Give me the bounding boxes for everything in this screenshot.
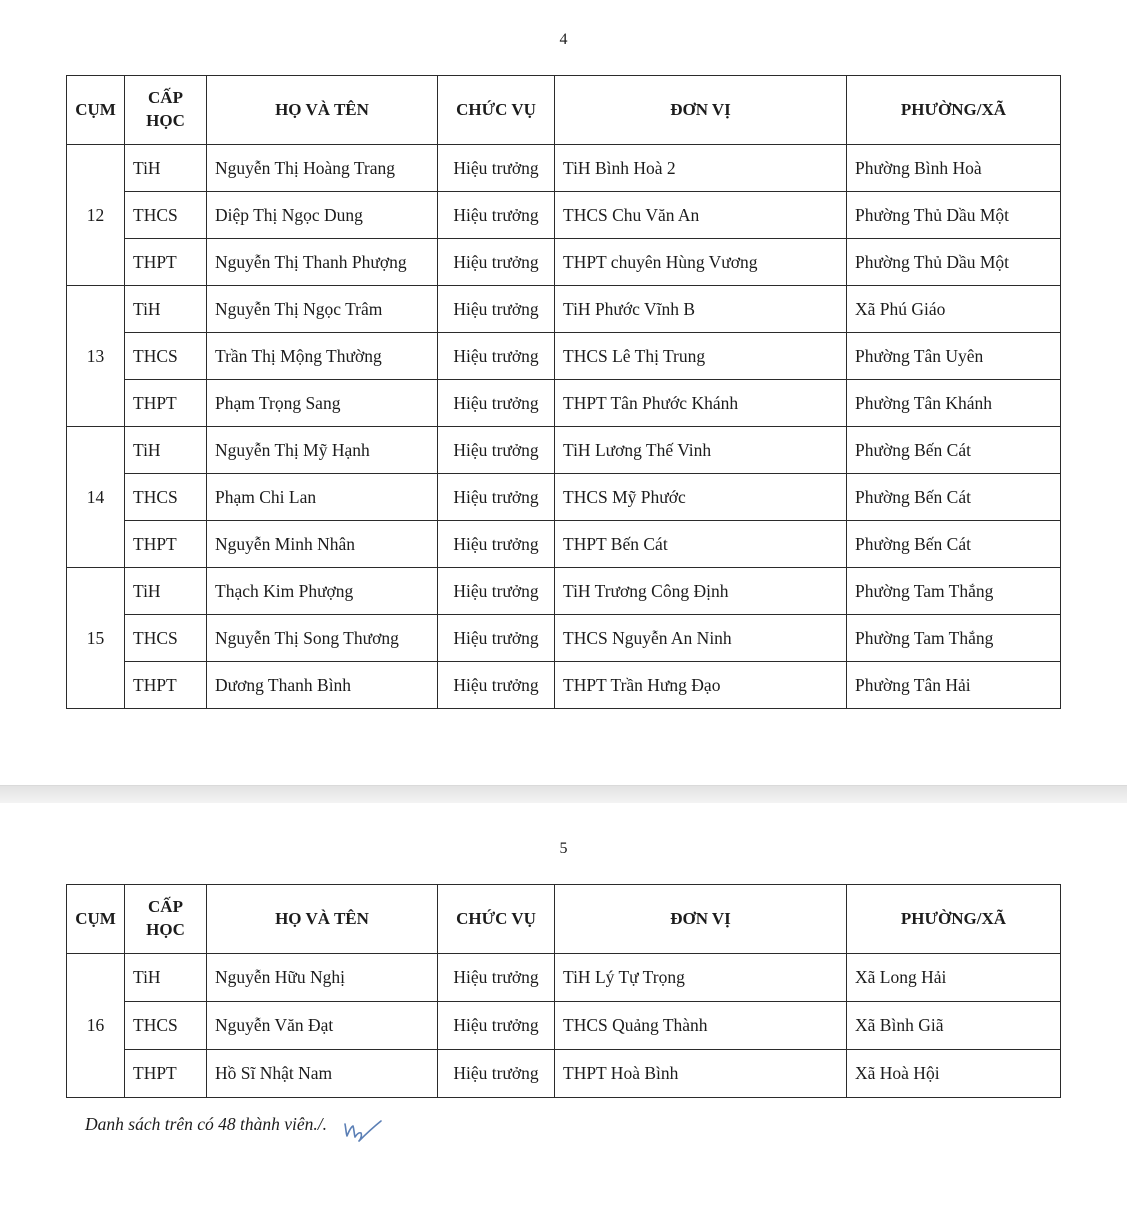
column-header-name: HỌ VÀ TÊN: [207, 76, 438, 145]
column-header-unit: ĐƠN VỊ: [555, 76, 847, 145]
ward-cell: Phường Thủ Dầu Một: [847, 239, 1061, 286]
name-cell: Nguyễn Văn Đạt: [207, 1002, 438, 1050]
document-page-5: [0, 803, 1127, 1232]
title-cell: Hiệu trưởng: [438, 145, 555, 192]
table-row: [67, 286, 1061, 333]
table-row: [67, 568, 1061, 615]
table-row: [67, 380, 1061, 427]
ward-cell: Phường Bình Hoà: [847, 145, 1061, 192]
header-row: [67, 76, 1061, 145]
table-row: [67, 333, 1061, 380]
column-header-ward: PHƯỜNG/XÃ: [847, 885, 1061, 954]
unit-cell: TiH Phước Vĩnh B: [555, 286, 847, 333]
column-header-title: CHỨC VỤ: [438, 885, 555, 954]
table-row: [67, 1050, 1061, 1098]
ward-cell: Xã Long Hải: [847, 954, 1061, 1002]
table-row: [67, 427, 1061, 474]
ward-cell: Phường Tam Thắng: [847, 615, 1061, 662]
unit-cell: TiH Lý Tự Trọng: [555, 954, 847, 1002]
column-header-cluster: CỤM: [67, 885, 125, 954]
level-cell: TiH: [125, 568, 207, 615]
column-header-unit: ĐƠN VỊ: [555, 885, 847, 954]
level-cell: TiH: [125, 286, 207, 333]
column-header-name: HỌ VÀ TÊN: [207, 885, 438, 954]
page-number: 4: [559, 31, 568, 48]
title-cell: Hiệu trưởng: [438, 1050, 555, 1098]
title-cell: Hiệu trưởng: [438, 192, 555, 239]
page-number: 5: [559, 840, 568, 857]
title-cell: Hiệu trưởng: [438, 662, 555, 709]
name-cell: Nguyễn Thị Song Thương: [207, 615, 438, 662]
member-count-note: [85, 1114, 1127, 1155]
table-row: [67, 145, 1061, 192]
table-row: [67, 192, 1061, 239]
column-header-level: CẤP HỌC: [125, 76, 207, 145]
level-cell: TiH: [125, 954, 207, 1002]
name-cell: Dương Thanh Bình: [207, 662, 438, 709]
name-cell: Phạm Chi Lan: [207, 474, 438, 521]
ward-cell: Phường Tân Hải: [847, 662, 1061, 709]
ward-cell: Phường Bến Cát: [847, 427, 1061, 474]
title-cell: Hiệu trưởng: [438, 333, 555, 380]
note-text: Danh sách trên có 48 thành viên./.: [85, 1114, 328, 1134]
unit-cell: TiH Lương Thế Vinh: [555, 427, 847, 474]
unit-cell: THPT Trần Hưng Đạo: [555, 662, 847, 709]
name-cell: Nguyễn Minh Nhân: [207, 521, 438, 568]
unit-cell: THPT Bến Cát: [555, 521, 847, 568]
table-row: [67, 239, 1061, 286]
level-cell: THPT: [125, 662, 207, 709]
table-row: [67, 521, 1061, 568]
cluster-cell: 16: [67, 954, 125, 1098]
table-row: [67, 662, 1061, 709]
unit-cell: THPT Hoà Bình: [555, 1050, 847, 1098]
unit-cell: THPT Tân Phước Khánh: [555, 380, 847, 427]
column-header-title: CHỨC VỤ: [438, 76, 555, 145]
table-row: [67, 1002, 1061, 1050]
ward-cell: Xã Bình Giã: [847, 1002, 1061, 1050]
name-cell: Hồ Sĩ Nhật Nam: [207, 1050, 438, 1098]
table-row: [67, 954, 1061, 1002]
name-cell: Thạch Kim Phượng: [207, 568, 438, 615]
title-cell: Hiệu trưởng: [438, 239, 555, 286]
roster-table: [66, 75, 1061, 709]
title-cell: Hiệu trưởng: [438, 954, 555, 1002]
level-cell: THPT: [125, 380, 207, 427]
cluster-cell: 14: [67, 427, 125, 568]
title-cell: Hiệu trưởng: [438, 427, 555, 474]
name-cell: Nguyễn Thị Ngọc Trâm: [207, 286, 438, 333]
ward-cell: Phường Tân Uyên: [847, 333, 1061, 380]
title-cell: Hiệu trưởng: [438, 521, 555, 568]
unit-cell: THCS Lê Thị Trung: [555, 333, 847, 380]
unit-cell: THCS Mỹ Phước: [555, 474, 847, 521]
title-cell: Hiệu trưởng: [438, 615, 555, 662]
header-row: [67, 885, 1061, 954]
unit-cell: TiH Trương Công Định: [555, 568, 847, 615]
roster-table: [66, 884, 1061, 1098]
level-cell: TiH: [125, 427, 207, 474]
name-cell: Nguyễn Thị Mỹ Hạnh: [207, 427, 438, 474]
name-cell: Diệp Thị Ngọc Dung: [207, 192, 438, 239]
title-cell: Hiệu trưởng: [438, 380, 555, 427]
cluster-cell: 12: [67, 145, 125, 286]
column-header-cluster: CỤM: [67, 76, 125, 145]
cluster-cell: 13: [67, 286, 125, 427]
unit-cell: THCS Chu Văn An: [555, 192, 847, 239]
level-cell: THCS: [125, 192, 207, 239]
level-cell: THPT: [125, 1050, 207, 1098]
column-header-ward: PHƯỜNG/XÃ: [847, 76, 1061, 145]
name-cell: Nguyễn Hữu Nghị: [207, 954, 438, 1002]
ward-cell: Xã Hoà Hội: [847, 1050, 1061, 1098]
level-cell: TiH: [125, 145, 207, 192]
table-row: [67, 615, 1061, 662]
ward-cell: Phường Bến Cát: [847, 474, 1061, 521]
ward-cell: Phường Tân Khánh: [847, 380, 1061, 427]
title-cell: Hiệu trưởng: [438, 474, 555, 521]
level-cell: THCS: [125, 615, 207, 662]
page-separator: [0, 785, 1127, 803]
unit-cell: THCS Nguyễn An Ninh: [555, 615, 847, 662]
level-cell: THPT: [125, 521, 207, 568]
name-cell: Trần Thị Mộng Thường: [207, 333, 438, 380]
table-row: [67, 474, 1061, 521]
title-cell: Hiệu trưởng: [438, 568, 555, 615]
unit-cell: THCS Quảng Thành: [555, 1002, 847, 1050]
level-cell: THCS: [125, 1002, 207, 1050]
signature-scribble: [341, 1116, 389, 1155]
column-header-level: CẤP HỌC: [125, 885, 207, 954]
title-cell: Hiệu trưởng: [438, 1002, 555, 1050]
ward-cell: Phường Bến Cát: [847, 521, 1061, 568]
level-cell: THPT: [125, 239, 207, 286]
level-cell: THCS: [125, 474, 207, 521]
level-cell: THCS: [125, 333, 207, 380]
unit-cell: THPT chuyên Hùng Vương: [555, 239, 847, 286]
ward-cell: Phường Tam Thắng: [847, 568, 1061, 615]
ward-cell: Xã Phú Giáo: [847, 286, 1061, 333]
cluster-cell: 15: [67, 568, 125, 709]
name-cell: Phạm Trọng Sang: [207, 380, 438, 427]
name-cell: Nguyễn Thị Thanh Phượng: [207, 239, 438, 286]
unit-cell: TiH Bình Hoà 2: [555, 145, 847, 192]
name-cell: Nguyễn Thị Hoàng Trang: [207, 145, 438, 192]
title-cell: Hiệu trưởng: [438, 286, 555, 333]
ward-cell: Phường Thủ Dầu Một: [847, 192, 1061, 239]
